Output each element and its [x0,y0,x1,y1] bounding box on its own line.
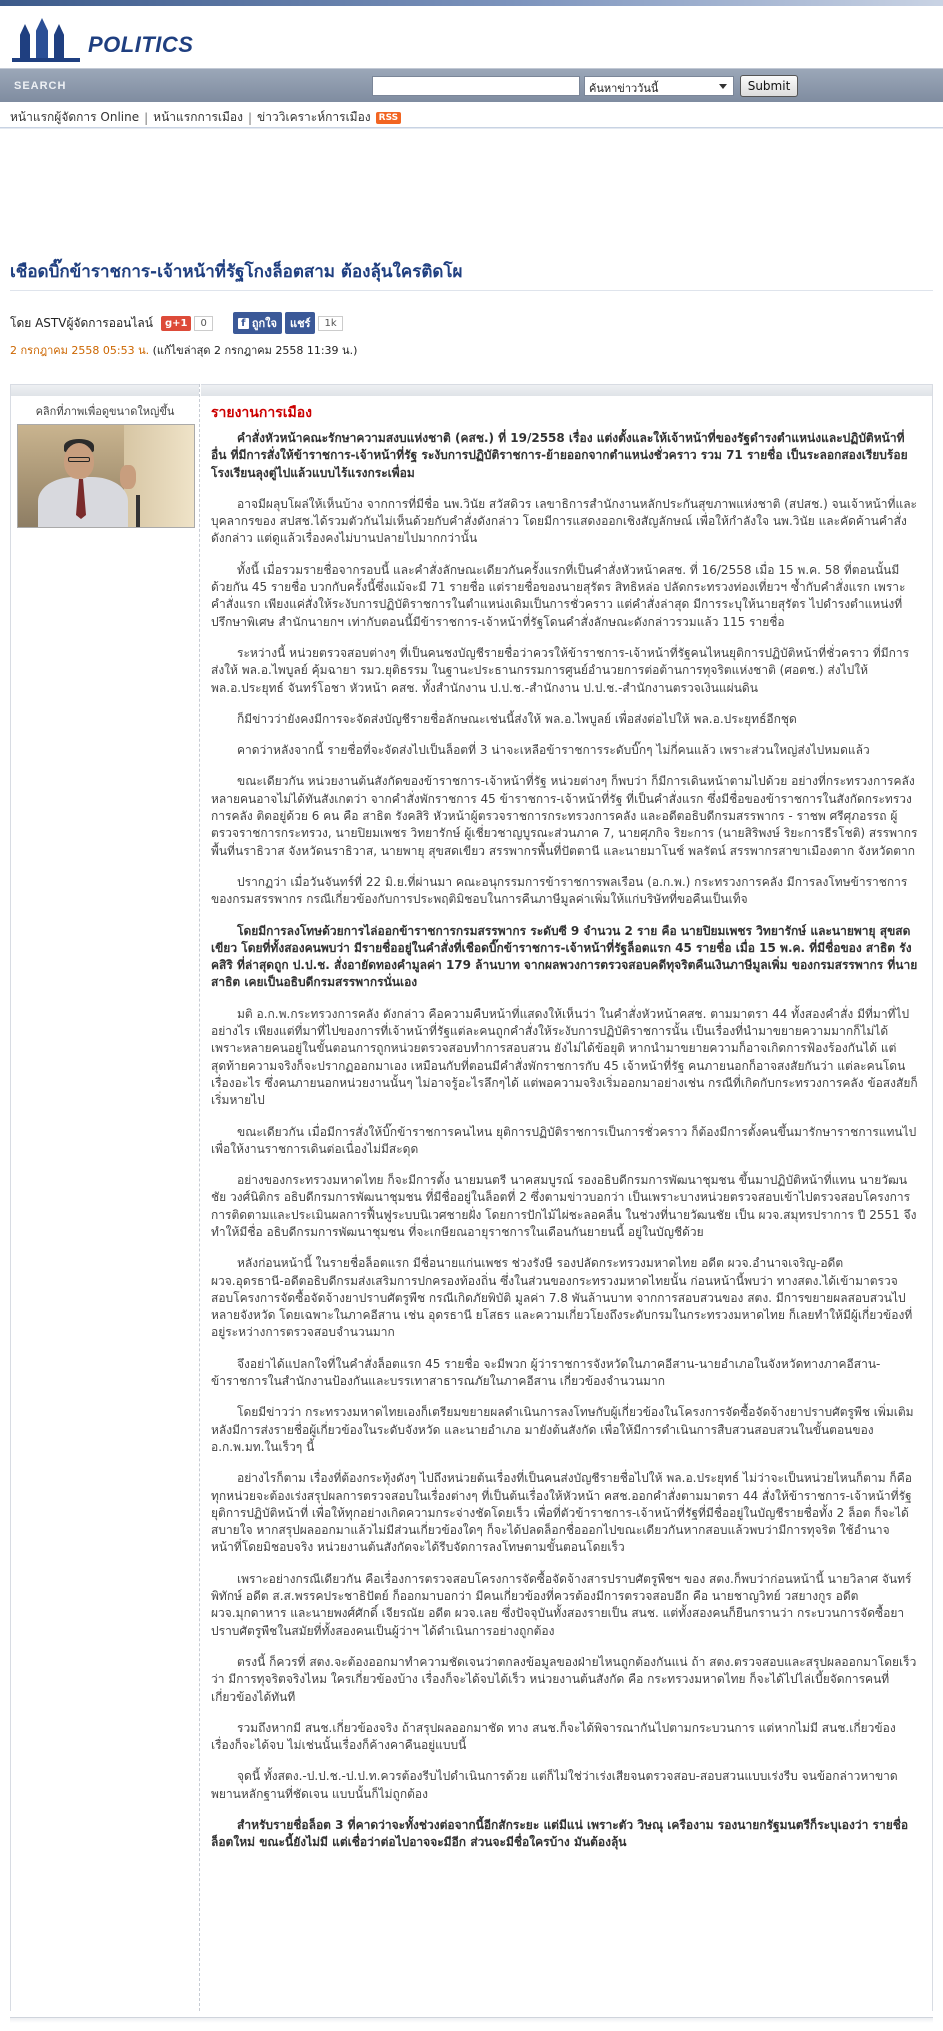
article-paragraph: เพราะอย่างกรณีเดียวกัน คือเรื่องการตรวจสอบโครงการจัดซื้อจัดจ้างสารปราบศัตรูพืชฯ ของ สตง.ก็พบว่าก่อนหน้านี้ นายวิลาศ จันทร์พิทักษ์ อดีต ส.ส.พรรคประชาธิปัตย์ ก็ออกมาบอกว่า มีคนเกี่ยวข้องที่ควรต้องมีการตรวจสอบอีก คือ นายชาญวิทย์ วสยางกูร อดีต ผวจ.มุกดาหาร และนายพงศ์ศักดิ์ เจียรณัย อดีต ผวจ.เลย ซึ่งปัจจุบันทั้งสองรายเป็น สนช. แต่ทั้งสองคนก็ยืนกรานว่า กระบวนการจัดซื้อยาปราบศัตรูพืชในสมัยที่ทั้งสองคนเป็นผู้ว่าฯ ได้ดำเนินการอย่างถูกต้อง [211,1571,912,1638]
article-body [201,430,932,1852]
search-input[interactable] [372,76,580,96]
nav-separator: | [248,110,253,125]
article-paragraph: โดยมีข่าวว่า กระทรวงมหาดไทยเองก็เตรียมขยายผลดำเนินการลงโทษกับผู้เกี่ยวข้องในโครงการจัดซื้อจัดจ้างยาปราบศัตรูพืช เพิ่มเติม หลังมีการส่งรายชื่อผู้เกี่ยวข้องในระดับจังหวัด และนายอำเภอ มายังต้นสังกัด เพื่อให้มีการดำเนินการสืบสวนสอบสวนในขั้นตอนของ อ.ก.พ.มท.ในเร็วๆ นี้ [211,1405,914,1454]
chevron-down-icon [719,84,727,89]
article-paragraph: สำหรับรายชื่อล็อต 3 ที่คาดว่าจะทั้งช่วงต่อจากนี้อีกสักระยะ แต่มีแน่ เพราะตัว วิษณุ เครืองาม รองนายกรัฐมนตรีก็ระบุเองว่า รายชื่อล็อตใหม่ ขณะนี้ยังไม่มี แต่เชื่อว่าต่อไปอาจจะมีอีก ส่วนจะมีชื่อใครบ้าง มันต้องลุ้น [211,1818,909,1850]
facebook-share-button[interactable]: แชร์ [285,312,315,334]
article-paragraph: ตรงนี้ ก็ควรที่ สตง.จะต้องออกมาทำความชัดเจนว่าตกลงข้อมูลของฝ่ายไหนถูกต้องกันแน่ ถ้า สตง.ตรวจสอบและสรุปผลออกมาโดยเร็วว่า มีการทุจริตจริงไหม ใครเกี่ยวข้องบ้าง เรื่องก็จะได้จบได้เร็ว หน่วยงานต้นสังกัด คือ กระทรวงมหาดไทย ก็จะได้ไปไล่เบี้ยจัดการคนที่เกี่ยวข้องได้ทันที [211,1654,917,1704]
article-paragraph: จุดนี้ ทั้งสตง.-ป.ป.ช.-ป.ป.ท.ควรต้องรีบไปดำเนินการด้วย แต่ก็ไม่ใช่ว่าเร่งเสียจนตรวจสอบ-สอบสวนแบบเร่งรีบ จนข้อกล่าวหาขาดพยานหลักฐานที่ชัดเจน แบบนั้นก็ไม่ถูกต้อง [211,1769,898,1801]
gplus-widget [161,316,213,331]
sidebar-tab [11,384,199,396]
article-paragraph: ทั้งนี้ เมื่อรวมรายชื่อจากรอบนี้ และคำสั่งลักษณะเดียวกันครั้งแรกที่เป็นคำสั่งหัวหน้าคสช. ที่ 16/2558 เมื่อ 15 พ.ค. 58 ที่ตอนนั้นมีด้วยกัน 45 รายชื่อ บวกกับครั้งนี้ซึ่งแม้จะมี 71 รายชื่อ แต่รายชื่อของนายสุรัตร สิทธิหล่อ ปลัดกระทรวงท่องเที่ยวฯ ซ้ำกับคำสั่งแรก เพราะคำสั่งแรก เพียงแค่สั่งให้ระงับการปฏิบัติราชการในตำแหน่งเดิมเป็นการชั่วคราว แต่คำสั่งล่าสุด มีการระบุให้นายสุรัตร ไปดำรงตำแหน่งที่ปรึกษาพิเศษ สำนักนายกฯ เท่ากับตอนนี้มีข้าราชการ-เจ้าหน้าที่รัฐโดนคำสั่งลักษณะดังกล่าวรวมแล้ว 115 รายชื่อ [211,562,906,629]
search-scope-select[interactable] [584,76,734,96]
breadcrumb-nav [0,102,943,128]
image-caption: คลิกที่ภาพเพื่อดูขนาดใหญ่ขึ้น [35,405,175,418]
article-paragraph: อย่างไรก็ตาม เรื่องที่ต้องกระทุ้งดังๆ ไปถึงหน่วยต้นเรื่องที่เป็นคนส่งบัญชีรายชื่อไปให้ พล.อ.ประยุทธ์ ไม่ว่าจะเป็นหน่วยไหนก็ตาม ก็คือ ทุกหน่วยจะต้องเร่งสรุปผลการตรวจสอบในเรื่องต่างๆ ที่เป็นต้นเรื่องให้หัวหน้า คสช.ออกคำสั่งตามมาตรา 44 สั่งให้ข้าราชการ-เจ้าหน้าที่รัฐ ยุติการปฏิบัติหน้าที่ เพื่อให้ทุกอย่างเกิดความกระจ่างชัดโดยเร็ว เพื่อที่ตัวข้าราชการ-เจ้าหน้าที่รัฐที่มีชื่ออยู่ในบัญชีรายชื่อทั้ง 2 ล็อต ก็จะได้สบายใจ หากสรุปผลออกมาแล้วไม่มีส่วนเกี่ยวข้องใดๆ ก็จะได้ปลดล็อกชื่อออกไปขณะเดียวกันหากสอบแล้วพบว่ามีการทุจริต ใช้อำนาจหน้าที่โดยมิชอบจริง หน่วยงานต้นสังกัดจะได้รีบจัดการลงโทษตามขั้นตอนโดยเร็ว [211,1471,912,1555]
search-label: SEARCH [14,80,67,92]
article-paragraph: ขณะเดียวกัน หน่วยงานต้นสังกัดของข้าราชการ-เจ้าหน้าที่รัฐ หน่วยต่างๆ ก็พบว่า ก็มีการเดินหน้าตามไปด้วย อย่างที่กระทรวงการคลัง หลายคนอาจไม่ได้ทันสังเกตว่า จากคำสั่งพักราชการ 45 ข้าราชการ-เจ้าหน้าที่รัฐ ที่เป็นคำสั่งแรก ซึ่งมีชื่อของข้าราชการในสังกัดกระทรวงการคลัง ติดอยู่ด้วย 6 คน คือ สาธิต รังคสิริ หัวหน้าผู้ตรวจราชการกระทรวงการคลัง และอดีตอธิบดีกรมสรรพากร - ราชพ ศรีศุภอรรถ ผู้ตรวจราชการกระทรวง, นายปิยมเพชร วิทยารักษ์ ผู้เชี่ยวชาญบูรณะส่วนภาค 7, นายศุภกิจ ริยะการ (นายสิริพงษ์ ริยะการธีรโชติ) สรรพากรพื้นที่นราธิวาส จังหวัดนราธิวาส, นายพายุ สุขสดเขียว สรรพากรพื้นที่ปัตตานี และนายมาโนช์ พลรัตน์ สรรพากรสาขาเมืองตาก จังหวัดตาก [211,774,918,858]
footer-rule [10,2017,933,2023]
article-paragraph: คาดว่าหลังจากนี้ รายชื่อที่จะจัดส่งไปเป็นล็อตที่ 3 น่าจะเหลือข้าราชการระดับบิ๊กๆ ไม่กี่คนแล้ว เพราะส่วนใหญ่ส่งไปหมดแล้ว [237,743,870,758]
article-paragraph: คำสั่งหัวหน้าคณะรักษาความสงบแห่งชาติ (คสช.) ที่ 19/2558 เรื่อง แต่งตั้งและให้เจ้าหน้าที่ของรัฐดำรงตำแหน่งและปฏิบัติหน้าที่อื่น ที่มีการสั่งให้ข้าราชการ-เจ้าหน้าที่รัฐ ระงับการปฏิบัติราชการ-ย้ายออกจากตำแหน่งชั่วคราว รวม 71 รายชื่อ เป็นระลอกสองเรียบร้อยโรงเรียนลุงตู่ไปแล้วแบบไร้แรงกระเพื่อม [211,431,908,480]
nav-link-home[interactable]: หน้าแรกผู้จัดการ Online [10,110,140,124]
article-paragraph: ปรากฏว่า เมื่อวันจันทร์ที่ 22 มิ.ย.ที่ผ่านมา คณะอนุกรรมการข้าราชการพลเรือน (อ.ก.พ.) กระทรวงการคลัง มีการลงโทษข้าราชการของกรมสรรพากร กรณีเกี่ยวข้องกับการประพฤติมิชอบในการคืนภาษีมูลค่าเพิ่มให้แก่บริษัทที่ขอคืนเป็นเท็จ [211,874,908,907]
article-paragraph: รวมถึงหากมี สนช.เกี่ยวข้องจริง ถ้าสรุปผลออกมาชัด ทาง สนช.ก็จะได้พิจารณากันไปตามกระบวนการ แต่หากไม่มี สนช.เกี่ยวข้อง เรื่องก็จะได้จบ ไม่เช่นนั้นเรื่องก็ค้างคาคืนอยู่แบบนี้ [211,1720,896,1753]
gplus-count: 0 [194,316,212,331]
site-logo[interactable] [10,16,193,62]
nav-link-political-analysis[interactable]: ข่าววิเคราะห์การเมือง [257,110,371,124]
article-paragraph: อย่างของกระทรวงมหาดไทย ก็จะมีการตั้ง นายมนตรี นาคสมบูรณ์ รองอธิบดีกรมการพัฒนาชุมชน ขึ้นมาปฏิบัติหน้าที่แทน นายวัฒนชัย วงศ์นิติกร อธิบดีกรมการพัฒนาชุมชน ที่มีชื่ออยู่ในล็อตที่ 2 ซึ่งตามข่าวบอกว่า เป็นเพราะบางหน่วยตรวจสอบเข้าไปตรวจสอบโครงการการติดตามและประเมินผลการฟื้นฟูระบบนิเวศชายฝั่ง โดยการปักไม้ไผ่ชะลอคลื่น ในช่วงที่นายวัฒนชัย เป็น ผวจ.สมุทรปราการ ปี 2551 จึงทำให้มีชื่อ อธิบดีกรมการพัฒนาชุมชน ที่จะเกษียณอายุราชการในเดือนกันยายนนี้ อยู่ในบัญชีด้วย [211,1173,917,1239]
article-paragraph: หลังก่อนหน้านี้ ในรายชื่อล็อตแรก มีชื่อนายแก่นเพชร ช่วงรังษี รองปลัดกระทรวงมหาดไทย อดีต ผวจ.อำนาจเจริญ-อดีต ผวจ.อุดรธานี-อดีตอธิบดีกรมส่งเสริมการปกครองท้องถิ่น ซึ่งในส่วนของกระทรวงมหาดไทยนั้น ก่อนหน้านี้พบว่า ทางสตง.ได้เข้ามาตรวจสอบโครงการจัดซื้อจัดจ้างยาปราบศัตรูพืช กรณีเกิดภัยพิบัติ มูลค่า 7.8 พันล้านบาท จากการสอบสวนของ สตง. มีการขยายผลสอบสวนไปหลายจังหวัด โดยเฉพาะในภาคอีสาน เช่น อุดรธานี ยโสธร และความเกี่ยวโยงถึงระดับกรมในกระทรวงมหาดไทย ก็เลยทำให้มีผู้เกี่ยวข้องที่อยู่ระหว่างการตรวจสอบจำนวนมาก [211,1256,913,1340]
search-scope-value: ค้นหาข่าววันนี้ [589,82,659,95]
article-paragraph: ระหว่างนี้ หน่วยตรวจสอบต่างๆ ที่เป็นคนชงบัญชีรายชื่อว่าควรให้ข้าราชการ-เจ้าหน้าที่รัฐคนไหนยุติการปฏิบัติหน้าที่ชั่วคราว ที่มีการส่งให้ พล.อ.ไพบูลย์ คุ้มฉายา รมว.ยุติธรรม ในฐานะประธานกรรมการศูนย์อำนวยการต่อต้านการทุจริตแห่งชาติ (ศอตช.) ส่งไปให้ พล.อ.ประยุทธ์ จันทร์โอชา หัวหน้า คสช. ทั้งสำนักงาน ป.ป.ช.-สำนักงาน ป.ป.ช.-สำนักงานตรวจเงินแผ่นดิน [211,645,910,695]
logo-towers-icon [10,16,82,62]
section-heading: รายงานการเมือง [211,405,312,421]
author-byline: โดย ASTVผู้จัดการออนไลน์ [10,315,153,330]
logo-text: POLITICS [88,32,194,57]
title-divider [10,290,933,291]
article-paragraph: โดยมีการลงโทษด้วยการไล่ออกข้าราชการกรมสรรพากร ระดับซี 9 จำนวน 2 ราย คือ นายปิยมเพชร วิทยารักษ์ และนายพายุ สุขสดเขียว โดยที่ทั้งสองคนพบว่า มีรายชื่ออยู่ในคำสั่งที่เชือดบิ๊กข้าราชการ-เจ้าหน้าที่รัฐล็อตแรก 45 รายชื่อ เมื่อ 15 พ.ค. ที่มีชื่อของ สาธิต รังคสิริ ที่ล่าสุดถูก ป.ป.ช. สั่งอายัดทองคำมูลค่า 179 ล้านบาท จากผลพวงการตรวจสอบคดีทุจริตคืนเงินภาษีมูลเพิ่ม ของกรมสรรพากร ที่นายสาธิต เคยเป็นอธิบดีกรมสรรพากรนั่นเอง [211,923,918,990]
facebook-share-count: 1k [318,316,342,331]
gplus-button[interactable]: g+1 [161,316,192,331]
nav-separator: | [144,110,149,125]
nav-link-politics-home[interactable]: หน้าแรกการเมือง [153,110,243,124]
published-date: 2 กรกฎาคม 2558 05:53 น. [10,344,150,357]
facebook-like-button[interactable]: f ถูกใจ [233,312,282,334]
updated-date: (แก้ไขล่าสุด 2 กรกฎาคม 2558 11:39 น.) [152,344,358,357]
search-bar [0,68,943,102]
article-paragraph: จึงอย่าได้แปลกใจที่ในคำสั่งล็อตแรก 45 รายชื่อ จะมีพวก ผู้ว่าราชการจังหวัดในภาคอีสาน-นายอำเภอในจังหวัดทางภาคอีสาน-ข้าราชการในสำนักงานป้องกันและบรรเทาสาธารณภัยในภาคอีสาน เกี่ยวข้องจำนวนมาก [211,1356,881,1389]
article-photo[interactable] [17,424,195,528]
article-paragraph: ก็มีข่าวว่ายังคงมีการจะจัดส่งบัญชีรายชื่อลักษณะเช่นนี้ส่งให้ พล.อ.ไพบูลย์ เพื่อส่งต่อไปให้ พล.อ.ประยุทธ์อีกชุด [237,711,797,726]
image-sidebar [10,384,200,2011]
facebook-icon: f [238,318,249,329]
rss-badge[interactable]: RSS [376,112,402,124]
body-tab [201,384,932,396]
article-title: เชือดบิ๊กข้าราชการ-เจ้าหน้าที่รัฐโกงล็อตสาม ต้องลุ้นใครติดโผ [10,262,463,282]
article-paragraph: อาจมีผลุบโผล่ให้เห็นบ้าง จากการที่มีชื่อ นพ.วินัย สวัสดิวร เลขาธิการสำนักงานหลักประกันสุขภาพแห่งชาติ (สปสช.) จนเจ้าหน้าที่และบุคลากรของ สปสช.ได้รวมตัวกันไม่เห็นด้วยกับคำสั่งดังกล่าว โดยมีการแสดงออกเชิงสัญลักษณ์ เพื่อให้กำลังใจ นพ.วินัย และคัดค้านคำสั่งดังกล่าว แต่ดูแล้วเรื่องคงไม่บานปลายไปมากกว่านั้น [211,496,917,546]
facebook-widget [233,312,343,334]
search-submit-button[interactable]: Submit [740,75,798,97]
article-dateline [10,341,357,359]
article-paragraph: มติ อ.ก.พ.กระทรวงการคลัง ดังกล่าว คือความคืบหน้าที่แสดงให้เห็นว่า ในคำสั่งหัวหน้าคสช. ตามมาตรา 44 ทั้งสองคำสั่ง มีที่มาที่ไปอย่างไร เพียงแต่ที่มาที่ไปของการที่เจ้าหน้าที่รัฐแต่ละคนถูกคำสั่งให้ระงับการปฏิบัติราชการนั้น เป็นเรื่องที่นำมาขยายความมากก็ไม่ได้ เพราะหลายคนอยู่ในขั้นตอนการถูกหน่วยตรวจสอบทำการสอบสวน ยังไม่ได้ข้อยุติ หากนำมาขยายความก็อาจเกิดการฟ้องร้องกันได้ แต่สุดท้ายความจริงก็จะปรากฏออกมาเอง เหมือนกับที่ตอนมีคำสั่งพักราชการกับ 45 เจ้าหน้าที่รัฐ คนภายนอกก็อาจสงสัยกันว่า แต่ละคนโดนเรื่องอะไร ซึ่งคนภายนอกหน่วยงานนั้นๆ ไม่อาจรู้อะไรลึกๆได้ แต่พอความจริงเริ่มออกมาอย่างเช่น กรณีที่เกิดกับกระทรวงการคลัง ข้อสงสัยก็เริ่มหายไป [211,1006,918,1108]
nav-divider [0,128,943,158]
site-header [0,6,943,68]
article-body-column [201,384,933,2011]
article-paragraph: ขณะเดียวกัน เมื่อมีการสั่งให้บิ๊กข้าราชการคนไหน ยุติการปฏิบัติราชการเป็นการชั่วคราว ก็ต้องมีการตั้งคนขึ้นมารักษาราชการแทนไปเพื่อให้งานราชการเดินต่อเนื่องไม่มีสะดุด [211,1124,917,1156]
byline-row [10,312,343,334]
